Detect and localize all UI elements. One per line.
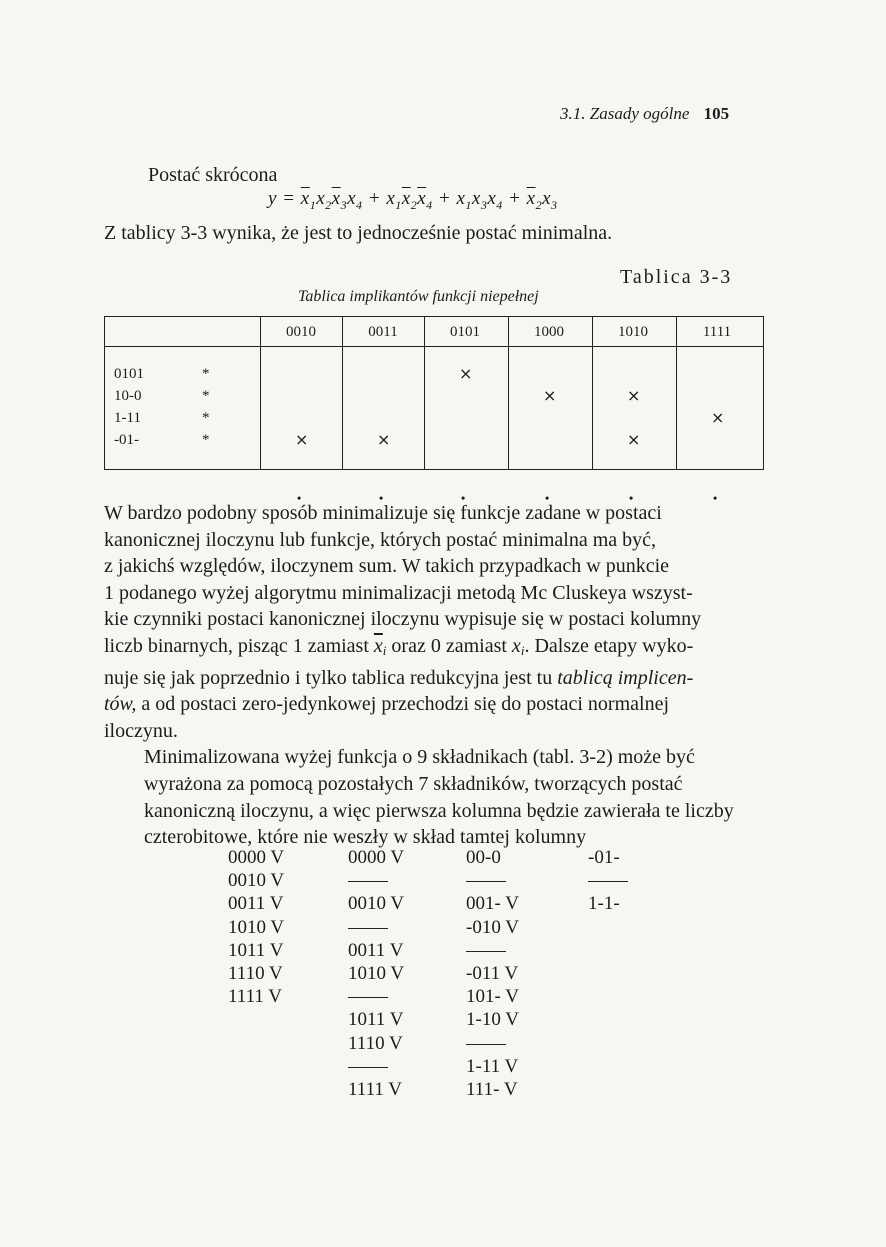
binary-term: 1010 V <box>228 916 285 938</box>
binary-term: 101- V <box>466 986 519 1008</box>
paragraph-1-line8: tów, a od postaci zero-jedynkowej przechodzi się do postaci normalnej <box>104 693 670 716</box>
table-column-header: 1000 <box>534 324 564 340</box>
column-covered-marker: • <box>713 491 718 505</box>
binary-term: 0000 V <box>348 847 405 868</box>
table-column-divider <box>424 316 425 470</box>
running-header <box>560 104 729 124</box>
binary-column-1 <box>228 846 284 1008</box>
column-covered-marker: • <box>379 491 384 505</box>
binary-term: 1110 V <box>228 962 283 984</box>
text-line: Z tablicy 3-3 wynika, że jest to jednocześnie postać minimalna. <box>104 222 613 244</box>
text-line: W bardzo podobny sposób minimalizuje się funkcje zadane w postaci <box>104 502 662 524</box>
binary-term: 111- V <box>466 1078 518 1100</box>
table-row-label: 10-0 * <box>114 388 210 404</box>
table-column-header: 0010 <box>286 324 316 340</box>
text-line: kie czynniki postaci kanonicznej iloczynu wypisuje się w postaci kolumny <box>104 608 702 631</box>
table-caption: Tablica implikantów funkcji niepełnej <box>298 288 539 305</box>
group-separator <box>466 1032 519 1055</box>
binary-term: 0011 V <box>228 893 284 915</box>
formula <box>268 188 558 213</box>
group-separator <box>348 1055 404 1078</box>
heading: Postać skrócona <box>148 164 278 186</box>
text-line: kanonicznej iloczynu lub funkcje, których postać minimalna ma być, <box>104 528 657 551</box>
text-line: 1 podanego wyżej algorytmu minimalizacji metodą Mc Cluskeya wszyst- <box>104 581 693 604</box>
paragraph-1 <box>104 500 764 633</box>
group-separator <box>348 916 404 939</box>
paragraph-1-line9: iloczynu. <box>104 719 178 742</box>
cover-mark: × <box>543 386 557 405</box>
cover-mark: × <box>459 364 473 383</box>
text-line: z jakichś względów, iloczynem sum. W takich przypadkach w punkcie <box>104 555 670 578</box>
table-column-divider <box>260 316 261 470</box>
binary-term: 1-11 V <box>466 1055 519 1077</box>
binary-term: 1110 V <box>348 1032 403 1054</box>
table-column-divider <box>592 316 593 470</box>
table-number: Tablica 3-3 <box>620 266 733 288</box>
binary-term: -011 V <box>466 962 519 984</box>
column-covered-marker: • <box>629 491 634 505</box>
column-covered-marker: • <box>297 491 302 505</box>
binary-term: 1111 V <box>348 1078 403 1100</box>
table-column-header: 0011 <box>368 324 398 340</box>
paragraph <box>104 500 764 851</box>
binary-term: 1011 V <box>228 939 284 961</box>
table-column-divider <box>342 316 343 470</box>
binary-term: 00-0 <box>466 847 501 868</box>
binary-column-3 <box>466 846 519 1101</box>
binary-term: 0010 V <box>228 870 285 892</box>
table-column-divider <box>508 316 509 470</box>
cover-mark: × <box>627 386 641 405</box>
paragraph-2 <box>104 744 764 850</box>
binary-term: 1011 V <box>348 1009 404 1031</box>
group-separator <box>348 985 404 1008</box>
binary-column-4 <box>588 846 628 916</box>
cover-mark: × <box>627 430 641 449</box>
formula-render: $y = \overline{x}_1x_2\overline{x}_3x_4 + x_1\overline{x}_2\overline{x}_4 + x_1x_3x_4 + \overline{x}_2x_3$ <box>268 188 558 212</box>
page-number: 105 <box>703 104 730 123</box>
binary-term: 1010 V <box>348 962 405 984</box>
section-title: 3.1. Zasady ogólne <box>560 104 690 123</box>
table-row-label: -01- * <box>114 432 210 448</box>
binary-term: 0010 V <box>348 893 405 915</box>
text-line: wyrażona za pomocą pozostałych 7 składników, tworzących postać <box>144 772 683 795</box>
binary-term: -01- <box>588 847 620 868</box>
table-column-header: 0101 <box>450 324 480 340</box>
group-separator <box>466 939 519 962</box>
binary-term: 0011 V <box>348 939 404 961</box>
group-separator <box>588 869 628 892</box>
cover-mark: × <box>295 430 309 449</box>
paragraph-1-line7: nuje się jak poprzednio i tylko tablica redukcyjna jest tu tablicą implicen- <box>104 666 694 689</box>
implicant-table <box>104 316 764 470</box>
table-column-header: 1111 <box>702 324 732 340</box>
group-separator <box>348 869 404 892</box>
binary-column-2 <box>348 846 404 1101</box>
text-line: kanoniczną iloczynu, a więc pierwsza kolumna będzie zawierała te liczby <box>144 799 734 822</box>
text-line: Minimalizowana wyżej funkcja o 9 składnikach (tabl. 3-2) może być <box>144 746 695 769</box>
binary-term: 1-1- <box>588 893 620 915</box>
binary-term: 001- V <box>466 893 519 915</box>
binary-term: -010 V <box>466 916 519 938</box>
binary-term: 1111 V <box>228 986 283 1008</box>
binary-term: 1-10 V <box>466 1009 519 1031</box>
paragraph-1-line6: liczb binarnych, pisząc 1 zamiast $\overline{x}_i$ oraz 0 zamiast $x_i$. Dalsze etapy wyko- <box>104 634 694 658</box>
table-row-label: 0101 * <box>114 366 210 382</box>
cover-mark: × <box>711 408 725 427</box>
cover-mark: × <box>377 430 391 449</box>
table-column-divider <box>676 316 677 470</box>
table-row-label: 1-11 * <box>114 410 210 426</box>
text-line: czterobitowe, które nie weszły w skład tamtej kolumny <box>144 826 587 849</box>
column-covered-marker: • <box>545 491 550 505</box>
column-covered-marker: • <box>461 491 466 505</box>
binary-term: 0000 V <box>228 847 285 868</box>
table-column-header: 1010 <box>618 324 648 340</box>
group-separator <box>466 869 519 892</box>
